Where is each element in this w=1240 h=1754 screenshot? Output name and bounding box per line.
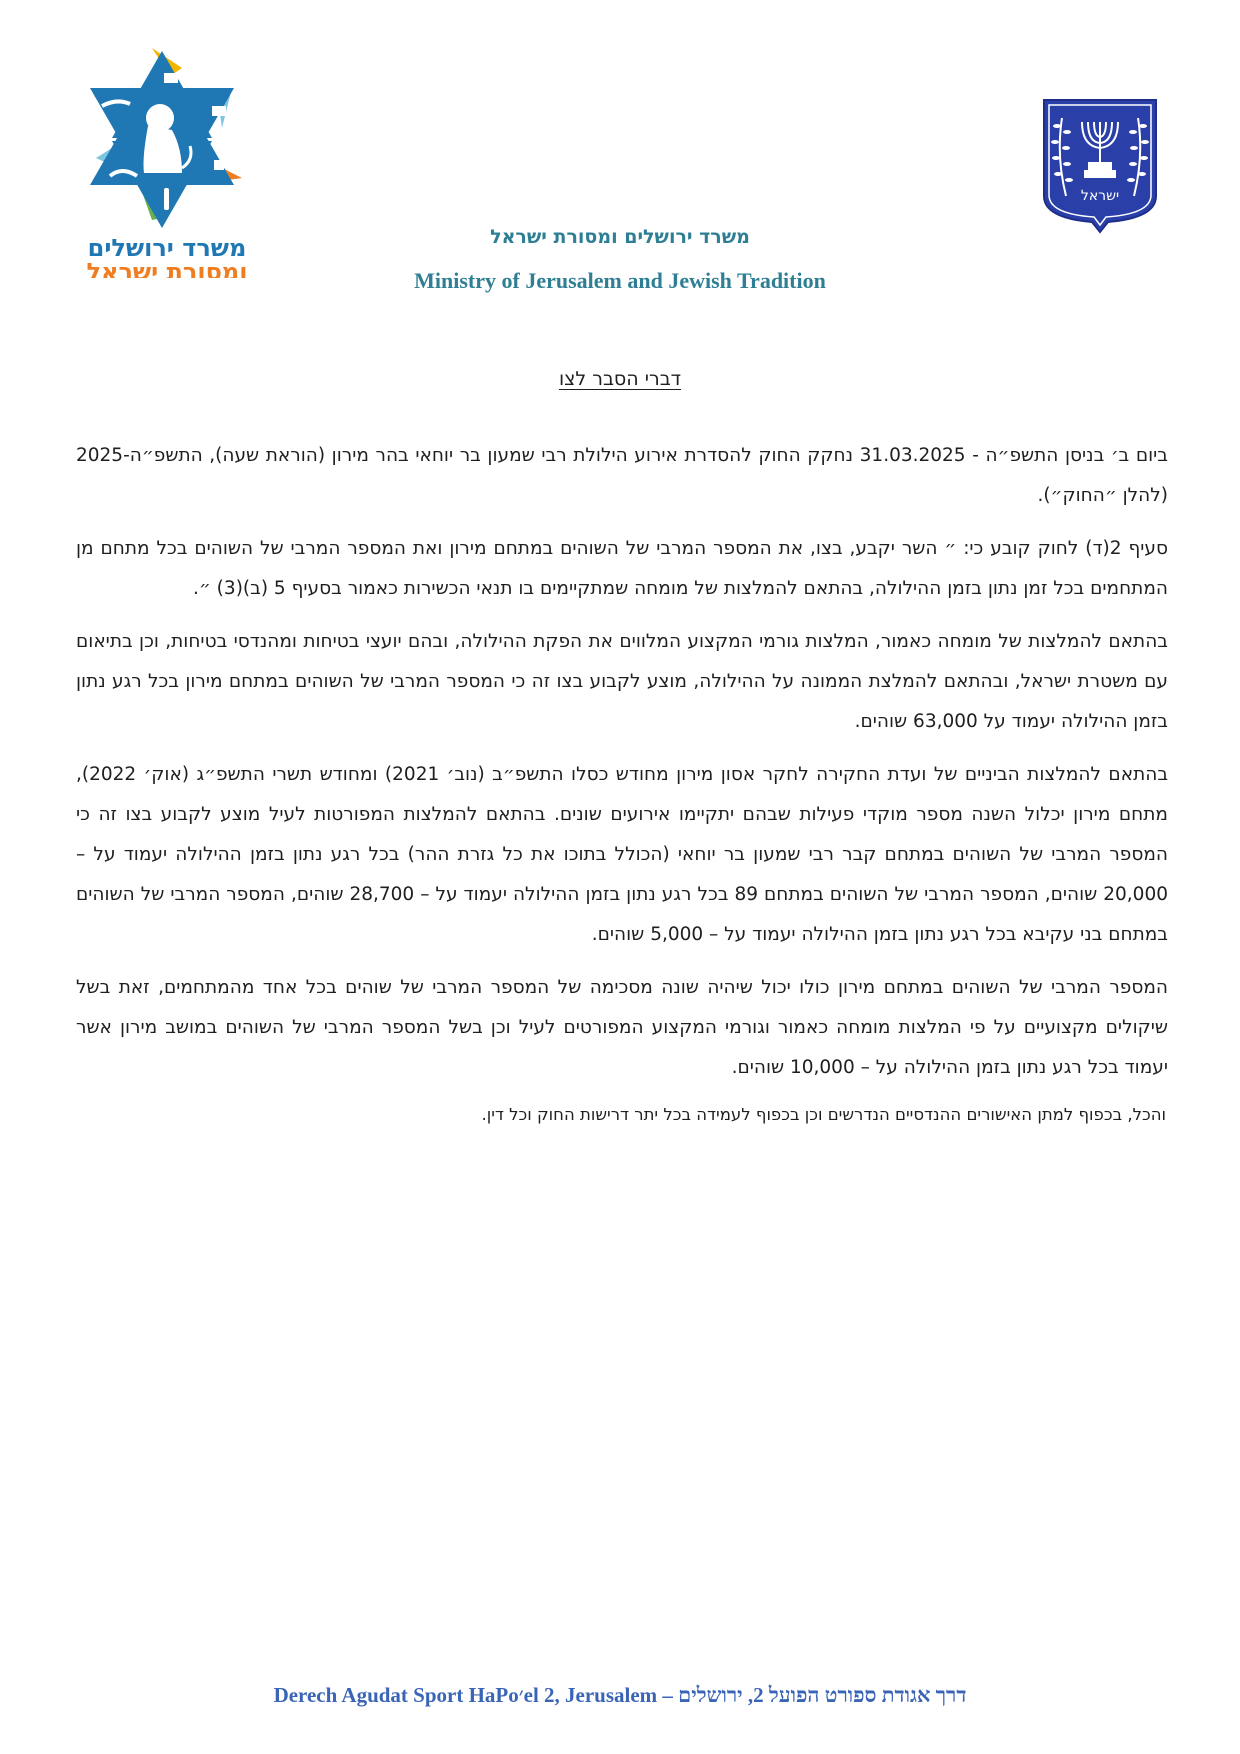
logo-text-line1: משרד ירושלים	[87, 234, 247, 262]
paragraph-total-capacity: בהתאם להמלצות של מומחה כאמור, המלצות גורמי המקצוע המלווים את הפקת ההילולה, ובהם יועצי בטיחות ומהנדסי בטיחות, וכן בתיאום עם משטרת ישראל, ובהתאם להמלצת הממונה על ההילולה, מוצע לקבוע בצו זה כי המספר המרבי של השוהים במתחם מירון בכל רגע נתון בזמן ההילולה יעמוד על 63,000 שוהים.	[76, 631, 1168, 732]
ministry-name-english: Ministry of Jerusalem and Jewish Tradition	[414, 268, 826, 293]
logo-text-line2: ומסורת ישראל	[86, 258, 248, 278]
state-emblem	[1040, 96, 1160, 236]
document-title-text: דברי הסבר לצו	[558, 368, 682, 390]
paragraph-law-enactment: ביום ב׳ בניסן התשפ״ה - 31.03.2025 נחקק החוק להסדרת אירוע הילולת רבי שמעון בר יוחאי בהר מירון (הוראת שעה), התשפ״ה-2025 (להלן ״החוק״).	[76, 445, 1169, 506]
paragraph-compound-capacities: בהתאם להמלצות הביניים של ועדת החקירה לחקר אסון מירון מחודש כסלו התשפ״ב (נוב׳ 2021) ומחודש תשרי התשפ״ג (אוק׳ 2022), מתחם מירון יכלול השנה מספר מוקדי פעילות שבהם יתקיימו אירועים שונים. בהתאם להמלצות המפורטות לעיל מוצע לקבוע בצו זה כי המספר המרבי של השוהים במתחם קבר רבי שמעון בר יוחאי (הכולל בתוכו את כל גזרת ההר) בכל רגע נתון בזמן ההילולה יעמוד על – 20,000 שוהים, המספר המרבי של השוהים במתחם 89 בכל רגע נתון בזמן ההילולה יעמוד על – 28,700 שוהים, המספר המרבי של השוהים במתחם בני עקיבא בכל רגע נתון בזמן ההילולה יעמוד על – 5,000 שוהים.	[76, 764, 1169, 945]
paragraph-section-2d: סעיף 2(ד) לחוק קובע כי: ״ השר יקבע, בצו, את המספר המרבי של השוהים במתחם מירון ואת המספר המרבי של השוהים בכל מתחם מן המתחמים בכל זמן נתון בזמן ההילולה, בהתאם להמלצות של מומחה שמתקיימים בו תנאי הכשירות כאמור בסעיף 5 (ב)(3) ״.	[76, 538, 1168, 599]
ministry-name-hebrew: משרד ירושלים ומסורת ישראל	[490, 226, 750, 248]
state-emblem-menorah-icon	[1040, 96, 1160, 236]
paragraph-moshav-meron: המספר המרבי של השוהים במתחם מירון כולו יכול שיהיה שונה מסכימה של המספר המרבי של שוהים בכל אחד מהמתחמים, זאת בשל שיקולים מקצועיים על פי המלצות מומחה כאמור וגורמי המקצוע המפורטים לעיל וכן בשל המספר המרבי של השוהים במושב מירון אשר יעמוד בכל רגע נתון בזמן ההילולה על – 10,000 שוהים.	[76, 977, 1168, 1078]
emblem-text: ישראל	[1080, 188, 1120, 204]
document-title	[0, 368, 1240, 390]
footer-address: Derech Agudat Sport HaPo׳el 2, Jerusalem – דרך אגודת ספורט הפועל 2, ירושלים	[273, 1683, 967, 1707]
document-body	[76, 436, 1168, 1142]
paragraph-conditions: והכל, בכפוף למתן האישורים ההנדסיים הנדרשים וכן בכפוף לעמידה בכל יתר דרישות החוק וכל דין.	[481, 1105, 1166, 1124]
